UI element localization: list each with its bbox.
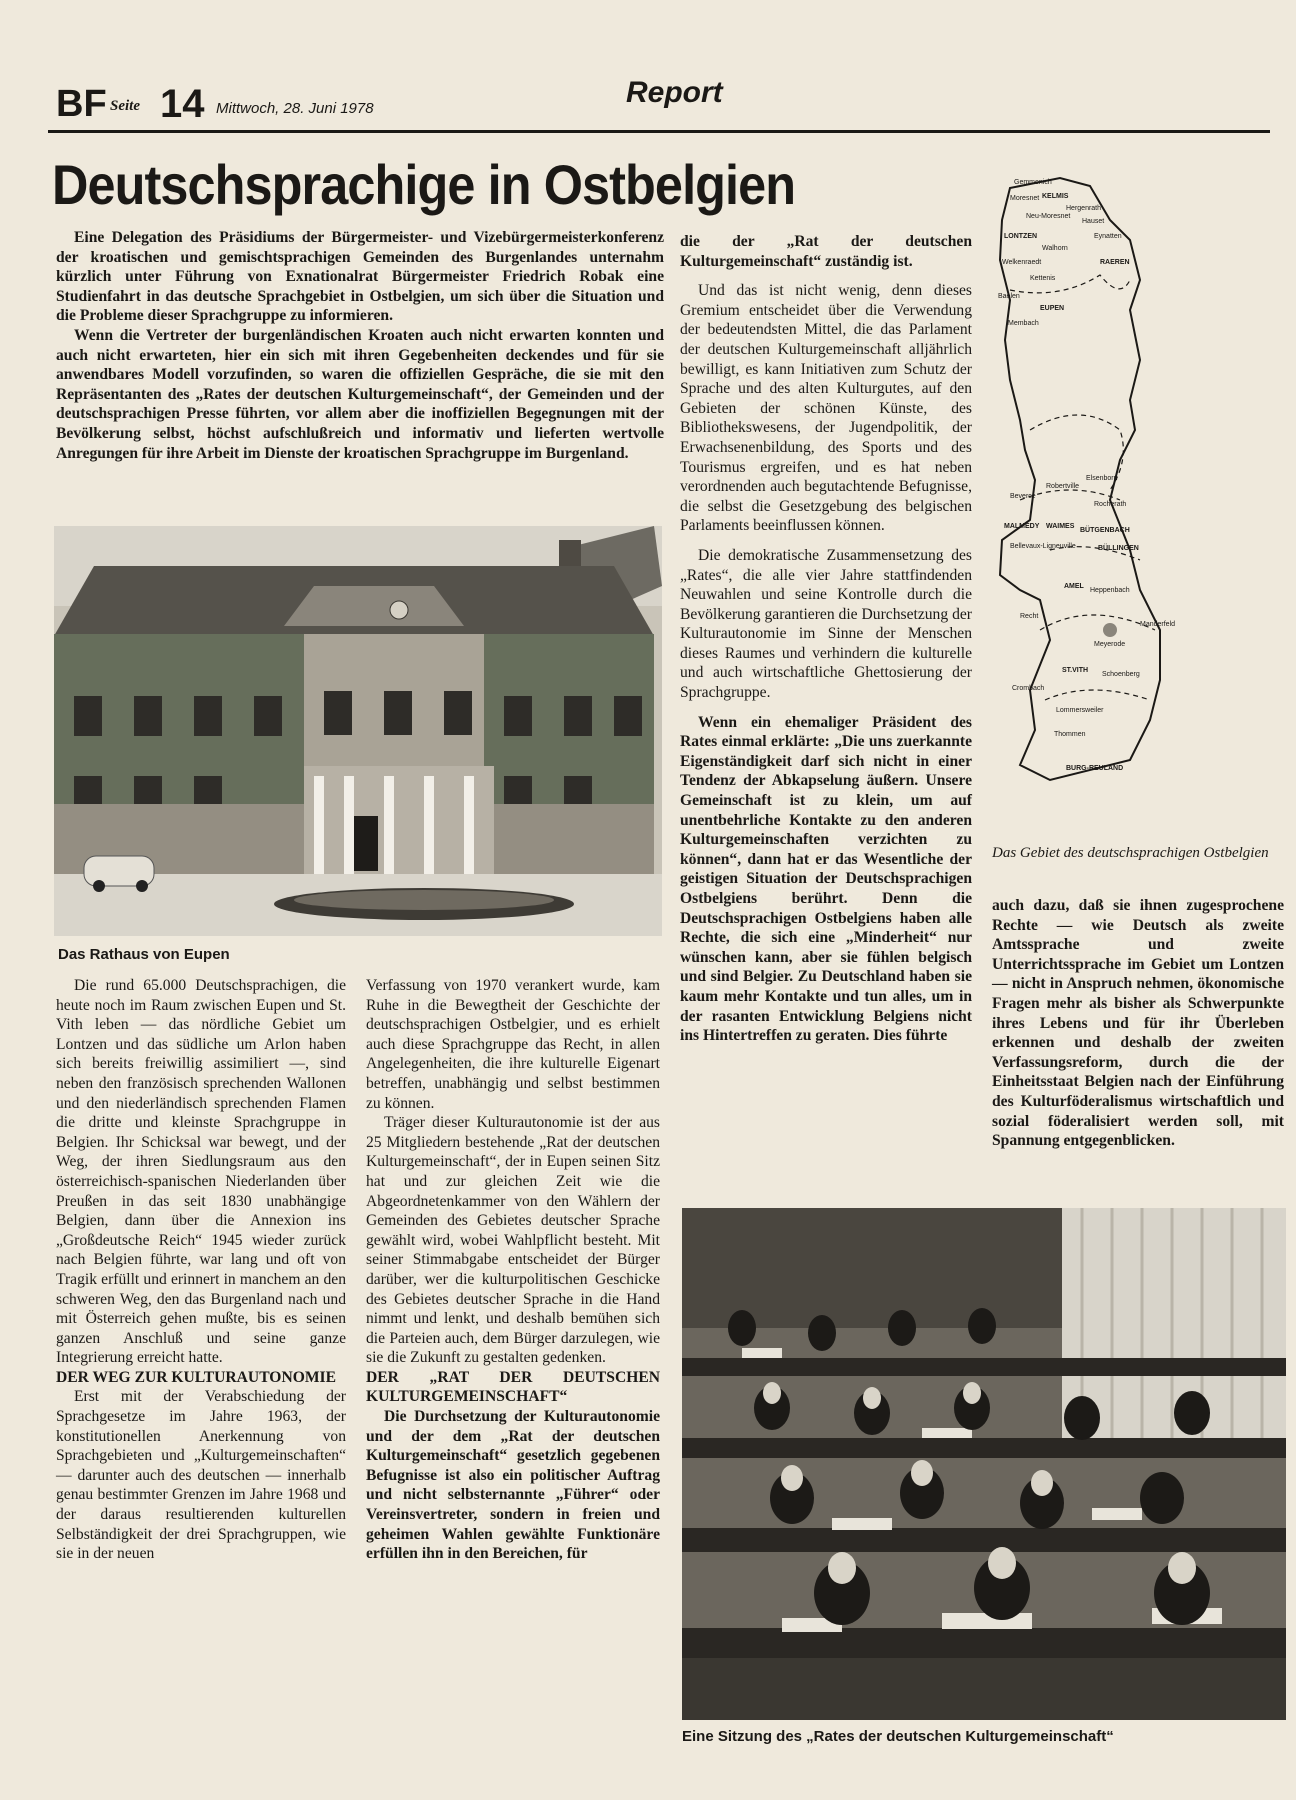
col-a-paragraph-1: Die rund 65.000 Deutschsprachigen, die heute noch im Raum zwischen Eupen und St. Vith leben — das nördliche Gebiet um Lontzen und das südliche um Arlon haben sich bereits freiwillig assimiliert —, sind neben den französisch sprechenden Wallonen und den niederländisch sprechenden Flamen die dritte und kleinste Sprachgruppe in Belgien. Ihr Schicksal war bewegt, und der Weg, der ihren Siedlungsraum aus den österreichisch-spanischen Niederlanden über Preußen in das seit 1830 unabhängige Belgien, dann über die Annexion ins „Großdeutsche Reich“ 1945 wieder zurück nach Belgien führte, war lang und oft von Tragik erfüllt und erinnert in manchem an den schweren Weg, den das Burgenland nach und mit Österreich gehen mußte, bis es seinen ganzen Anschluß und seine ganze Integrierung erreicht hatte.	[56, 977, 346, 1367]
map-label-waimes: WAIMES	[1046, 523, 1075, 530]
page-number: 14	[160, 82, 205, 126]
map-label-malmedy: MALMEDY	[1004, 523, 1040, 530]
map-label-raeren: RAEREN	[1100, 259, 1130, 266]
map-label-thommen: Thommen	[1054, 731, 1086, 738]
map-label-kelmis: KELMIS	[1042, 193, 1069, 200]
map-label-manderfeld: Manderfeld	[1140, 621, 1176, 628]
map-label-bullingen: BÜLLINGEN	[1098, 545, 1139, 552]
map-label-st-vith: ST.VITH	[1062, 667, 1089, 674]
map-label-welkenraedt: Welkenraedt	[1002, 259, 1042, 266]
col-d-paragraph-1: auch dazu, daß sie ihnen zugesprochene Rechte — wie Deutsch als zweite Amtssprache und zweite Unterrichtssprache im Gebiet um Lontzen — nicht in Anspruch nehmen, ökonomische Fragen mehr als bisher als Schwerpunkte ihres Lebens und für ihr Überleben erkennen und deshalb der zweiten Verfassungsreform, durch die der Einheitsstaat Belgien nach der Einführung des Kulturföderalismus wirtschaftlich und sozial föderalisiert werden soll, mit Spannung entgegenblicken.	[992, 897, 1284, 1150]
map-label-moresnet: Moresnet	[1010, 195, 1040, 202]
subhead-rat: DER „RAT DER DEUTSCHEN KULTURGEMEINSCHAFT“	[366, 1368, 660, 1406]
map-label-eupen: EUPEN	[1040, 305, 1065, 312]
map-label-burg-reuland: BURG-REULAND	[1066, 765, 1124, 772]
map-caption: Das Gebiet des deutschsprachigen Ostbelgien	[992, 845, 1269, 861]
map-label-heppenbach: Heppenbach	[1090, 587, 1130, 594]
map-label-schoenberg: Schoenberg	[1102, 671, 1140, 678]
col-c-paragraph-3: Die demokratische Zusammensetzung des „Rates“, die alle vier Jahre stattfindenden Neuwahlen und seine Kontrolle durch die Bevölkerung garantieren die Durchsetzung der Kulturautonomie im Sinne der Menschen dieses Raumes und verhindern die kulturelle und auch wirtschaftliche Ghettosierung der Sprachgruppe.	[680, 546, 972, 702]
map-label-robertville: Robertville	[1046, 483, 1080, 490]
map-label-beverce: Beverce	[1010, 493, 1036, 500]
map-label-hergenrath: Hergenrath	[1066, 205, 1102, 212]
region-map	[990, 160, 1276, 810]
col-b-paragraph-2: Träger dieser Kulturautonomie ist der aus 25 Mitgliedern bestehende „Rat der deutschen Kulturgemeinschaft“, der in Eupen seinen Sitz hat und zur gleichen Zeit wie die Abgeordnetenkammer von den Wählern der Gemeinden des Gebietes deutscher Sprache gewählt wird, wobei Wahlpflicht besteht. Mit seiner Stimmabgabe entscheidet der Bürger darüber, wer die kulturpolitischen Geschicke des Gebietes deutscher Sprache in die Hand nimmt und lenkt, und deshalb bemühen sich die Parteien auch, dem Bürger darzulegen, wie sie die Zukunft zu gestalten gedenken.	[366, 1114, 660, 1367]
rathaus-photo	[54, 526, 662, 936]
map-label-recht: Recht	[1020, 613, 1039, 620]
column-b	[366, 976, 660, 1564]
masthead-rule	[48, 130, 1270, 133]
col-b-paragraph-1: Verfassung von 1970 verankert wurde, kam Ruhe in die Bewegtheit der Geschichte der deutschsprachigen Ostbelgier, und es erhielt auch diese Sprachgruppe das Recht, in allen Angelegenheiten, die ihre kulturelle Eigenart betreffen, unabhängig und selbst bestimmen zu können.	[366, 977, 660, 1112]
map-label-butgenbach: BÜTGENBACH	[1080, 527, 1130, 534]
map-label-elsenborn: Elsenborn	[1086, 475, 1118, 482]
map-label-gemmenich: Gemmenich	[1014, 179, 1052, 186]
map-outline	[990, 160, 1276, 810]
paper-logo: BF	[56, 83, 107, 125]
map-label-membach: Membach	[1008, 320, 1039, 327]
col-b-paragraph-3: Die Durchsetzung der Kulturautonomie und der dem „Rat der deutschen Kulturgemeinschaft“ gesetzlich gegebenen Befugnisse ist also ein politischer Auftrag und nicht selbsternannte „Führer“ oder Vereinsvertreter, sondern in freien und geheimen Wahlen gewählte Funktionäre erfüllen ihn in den Bereichen, für	[366, 1408, 660, 1563]
map-label-bellevaux: Bellevaux-Ligneuville	[1010, 543, 1076, 550]
session-caption: Eine Sitzung des „Rates der deutschen Kulturgemeinschaft“	[682, 1728, 1114, 1745]
col-a-paragraph-2: Erst mit der Verabschiedung der Sprachgesetze im Jahre 1963, der konstitutionellen Anerkennung von Sprachgebieten und „Kulturgemeinschaften“ — darunter auch des deutschen — innerhalb genau bestimmter Grenzen im Jahre 1968 und der daraus resultierenden kulturellen Selbständigkeit der drei Sprachgruppen, wie sie in der neuen	[56, 1388, 346, 1563]
rathaus-illustration	[54, 526, 662, 936]
column-a	[56, 976, 346, 1564]
map-label-walhorn: Walhorn	[1042, 245, 1068, 252]
intro-text	[56, 228, 664, 463]
map-label-neu-moresnet: Neu-Moresnet	[1026, 213, 1071, 220]
rathaus-caption: Das Rathaus von Eupen	[58, 946, 230, 963]
map-label-eynatten: Eynatten	[1094, 233, 1122, 240]
map-label-baelen: Baelen	[998, 293, 1020, 300]
column-c	[680, 232, 972, 1046]
session-illustration	[682, 1208, 1286, 1720]
map-label-lommersweiler: Lommersweiler	[1056, 707, 1104, 714]
map-label-kettenis: Kettenis	[1030, 275, 1056, 282]
map-label-hauset: Hauset	[1082, 218, 1105, 225]
masthead	[56, 82, 416, 130]
seite-label: Seite	[110, 98, 140, 114]
col-c-paragraph-4: Wenn ein ehemaliger Präsident des Rates einmal erklärte: „Die uns zuerkannte Eigenständigkeit darf sich nicht in einer Tendenz der Abkapselung äußern. Unsere Gemeinschaft ist zu klein, um auf unentbehrliche Kontakte zu den anderen Kulturgemeinschaften verzichten zu können“, dann hat er das Wesentliche der geistigen Situation der Deutschsprachigen Ostbelgiens berührt. Denn die Deutschsprachigen Ostbelgiens haben alle Rechte, die sich eine „Minderheit“ nur wünschen kann, aber sie fühlen belgisch und sind Belgier. Zu Deutschland haben sie kaum mehr Kontakte und tun alles, um in der rasanten Entwicklung Belgiens nicht ins Hintertreffen zu geraten. Dies führte	[680, 713, 972, 1045]
issue-date: Mittwoch, 28. Juni 1978	[216, 100, 374, 117]
intro-paragraph-2: Wenn die Vertreter der burgenländischen Kroaten auch nicht erwarten konnten und auch nicht erwarteten, hier ein sich mit ihren Gegebenheiten deckendes und für sie anwendbares Modell vorzufinden, so waren die offiziellen Gespräche, die sie mit den Repräsentanten des „Rates der deutschen Kulturgemeinschaft“, der Gemeinden und der deutschsprachigen Presse führten, vor allem aber die inoffiziellen Begegnungen mit der Bevölkerung selbst, höchst aufschlußreich und informativ und lieferten wertvolle Anregungen für ihre Arbeit im Dienste der kroatischen Sprachgruppe im Burgenland.	[56, 326, 664, 462]
map-label-amel: AMEL	[1064, 583, 1084, 590]
map-label-lontzen: LONTZEN	[1004, 233, 1038, 240]
map-label-crombach: Crombach	[1012, 685, 1045, 692]
session-photo	[682, 1208, 1286, 1720]
col-c-paragraph-1: die der „Rat der deutschen Kulturgemeinschaft“ zuständig ist.	[680, 233, 972, 270]
intro-paragraph-1: Eine Delegation des Präsidiums der Bürgermeister- und Vizebürgermeisterkonferenz der kroatischen und gemischtsprachigen Gemeinden des Burgenlandes unternahm kürzlich unter Führung von Exnationalrat Bürgermeister Friedrich Robak eine Studienfahrt in das deutsche Sprachgebiet in Ostbelgien, um sich über die Situation und die Probleme dieser Sprachgruppe zu informieren.	[56, 229, 664, 325]
map-label-rocherath: Rocherath	[1094, 501, 1127, 508]
column-d	[992, 896, 1284, 1151]
col-c-paragraph-2: Und das ist nicht wenig, denn dieses Gremium entscheidet über die Verwendung der bedeutendsten Mittel, die das Parlament der deutschen Kulturgemeinschaft alljährlich bewilligt, es kann Initiativen zum Schutz der Sprache und des alten Kulturgutes, auf den Gebieten der schönen Künste, des Bibliothekswesens, der Jugendpolitik, der Erwachsenenbildung, des Sports und des Tourismus ergreifen, und es hat neben verordnenden auch begutachtende Befugnisse, die selbst die Gesetzgebung des belgischen Parlaments beeinflussen können.	[680, 282, 972, 535]
map-label-meyerode: Meyerode	[1094, 641, 1126, 648]
section-title: Report	[626, 76, 723, 109]
headline: Deutschsprachige in Ostbelgien	[52, 153, 796, 216]
subhead-kulturautonomie: DER WEG ZUR KULTURAUTONOMIE	[56, 1368, 337, 1386]
